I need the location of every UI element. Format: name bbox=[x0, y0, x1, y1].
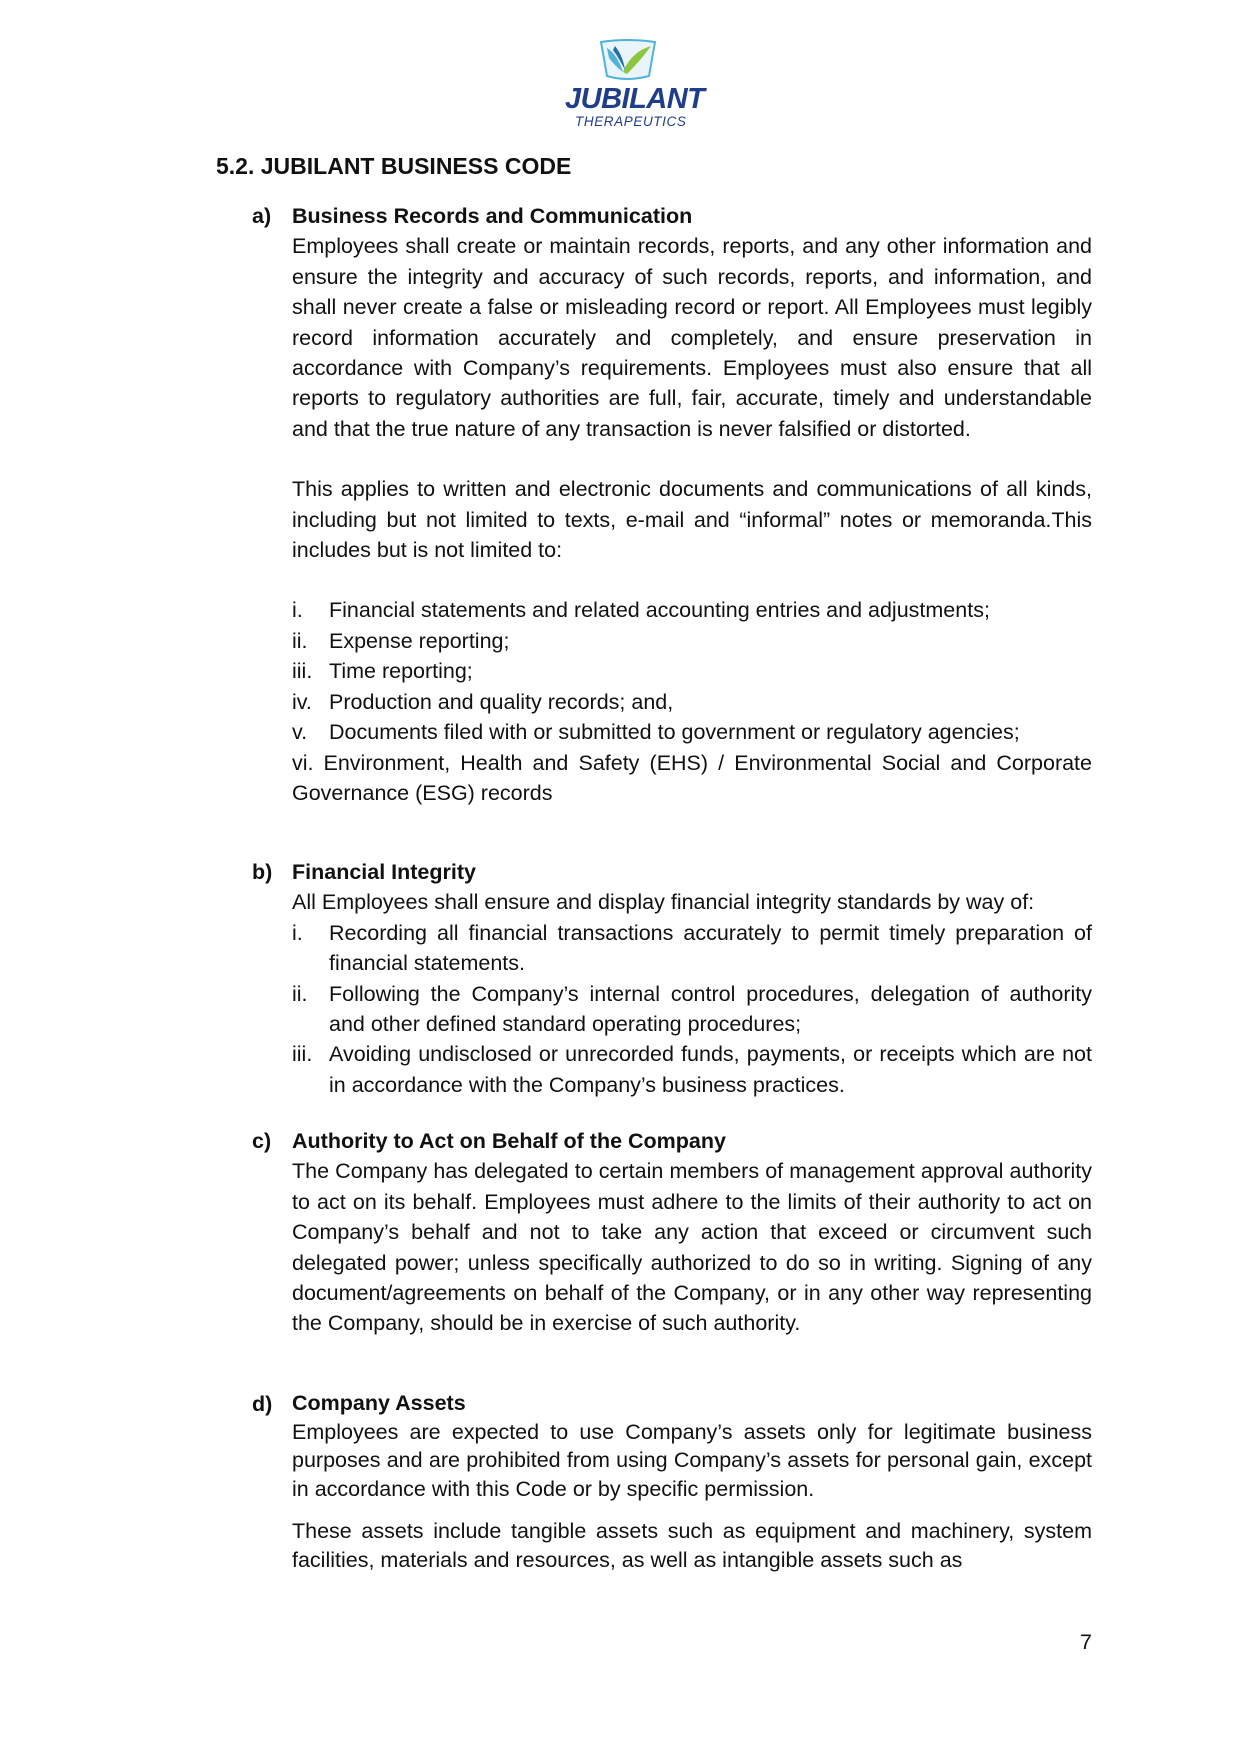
section-title: Business Records and Communication bbox=[292, 204, 693, 228]
section-paragraph: These assets include tangible assets such as equipment and machinery, system facilities, materials and resources, as well as intangible assets such as bbox=[292, 1519, 1092, 1572]
section-paragraph: This applies to written and electronic documents and communications of all kinds, including but not limited to texts, e-mail and “informal” notes or memoranda.This includes but is not limited to: bbox=[292, 477, 1092, 563]
section-title: Authority to Act on Behalf of the Company bbox=[292, 1129, 726, 1153]
list-item: iii. Avoiding undisclosed or unrecorded funds, payments, or receipts which are not in accordance with the Company’s business practices. bbox=[292, 1042, 1092, 1097]
section-a bbox=[252, 201, 1092, 808]
section-letter: a) bbox=[252, 204, 272, 228]
section-b bbox=[252, 857, 1092, 1100]
list-item: i. Recording all financial transactions accurately to permit timely preparation of financial statements. bbox=[292, 920, 1092, 976]
section-letter: d) bbox=[252, 1392, 273, 1416]
section-paragraph: Employees shall create or maintain records, reports, and any other information and ensure the integrity and accuracy of such records, reports, and information, and shall never create a false or misleading record or report. All Employees must legibly record information accurately and completely, and ensure preservation in accordance with Company’s requirements. Employees must also ensure that all reports to regulatory authorities are full, fair, accurate, timely and understandable and that the true nature of any transaction is never falsified or distorted. bbox=[292, 234, 1092, 441]
logo-emblem-icon bbox=[565, 36, 695, 86]
records-list bbox=[292, 595, 1092, 808]
integrity-list bbox=[292, 918, 1092, 1100]
section-paragraph: The Company has delegated to certain members of management approval authority to act on its behalf. Employees must adhere to the limits of their authority to act on Company’s behalf and not to take any action that exceed or circumvent such delegated power; unless specifically authorized to do so in writing. Signing of any document/agreements on behalf of the Company, or in any other way representing the Company, should be in exercise of such authority. bbox=[292, 1159, 1092, 1336]
list-item: ii. Following the Company’s internal control procedures, delegation of authority and other defined standard operating procedures; bbox=[292, 981, 1092, 1037]
list-item: v. Documents filed with or submitted to government or regulatory agencies; bbox=[292, 720, 1020, 745]
section-paragraph: All Employees shall ensure and display financial integrity standards by way of: bbox=[292, 890, 1035, 915]
section-title: Company Assets bbox=[292, 1391, 466, 1415]
section-title: Financial Integrity bbox=[292, 860, 476, 884]
list-item: iv. Production and quality records; and, bbox=[292, 689, 674, 714]
section-letter: c) bbox=[252, 1129, 272, 1153]
section-c bbox=[252, 1126, 1092, 1339]
list-item: vi. Environment, Health and Safety (EHS) / Environmental Social and Corporate Governance (ESG) records bbox=[292, 750, 1092, 805]
section-letter: b) bbox=[252, 860, 273, 884]
page-title: 5.2. JUBILANT BUSINESS CODE bbox=[216, 153, 572, 179]
section-paragraph: Employees are expected to use Company’s assets only for legitimate business purposes and are prohibited from using Company’s assets for personal gain, except in accordance with this Code or by specific permission. bbox=[292, 1419, 1092, 1501]
list-item: iii. Time reporting; bbox=[292, 659, 473, 684]
logo-tagline: THERAPEUTICS bbox=[575, 114, 687, 129]
list-item: i. Financial statements and related accounting entries and adjustments; bbox=[292, 598, 990, 623]
list-item: ii. Expense reporting; bbox=[292, 628, 510, 653]
logo-wordmark: JUBILANT bbox=[565, 83, 705, 115]
page-number: 7 bbox=[1080, 1630, 1092, 1654]
section-d bbox=[252, 1389, 1092, 1574]
company-logo bbox=[565, 36, 705, 134]
